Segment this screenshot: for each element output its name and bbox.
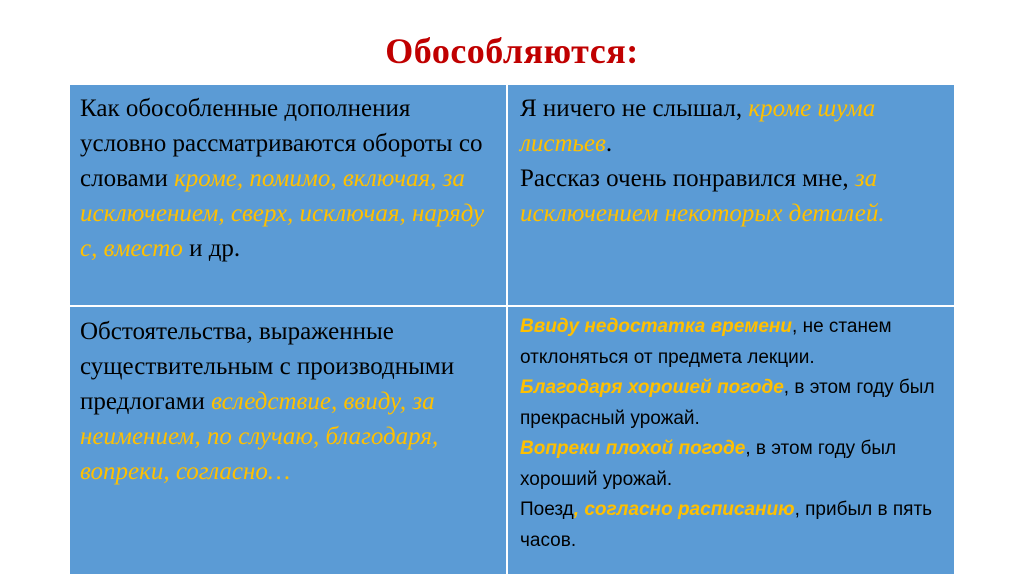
example-text: , в этом году был хороший урожай. bbox=[520, 438, 897, 490]
example-highlight: Вопреки плохой погоде bbox=[520, 438, 746, 459]
rule-text-plain: Как обособленные дополнения условно рассматриваются обороты со словами bbox=[80, 95, 483, 192]
example-highlight: Благодаря хорошей погоде bbox=[520, 377, 784, 398]
cell-dopolneniya-rule bbox=[70, 85, 506, 305]
rule-words-highlight: кроме, помимо, включая, за исключением, сверх, исключая, наряду с, вместо bbox=[80, 165, 485, 262]
rule-text-end: и др. bbox=[182, 235, 241, 262]
example-highlight: кроме шума листьев bbox=[520, 95, 876, 157]
example-sentence bbox=[520, 434, 942, 495]
rule-words-highlight: вследствие, ввиду, за неимением, по случаю, благодаря, вопреки, согласно… bbox=[80, 388, 439, 485]
rule-text-plain: Обстоятельства, выраженные существительным с производными предлогами bbox=[80, 318, 455, 415]
example-highlight: Ввиду недостатка времени bbox=[520, 316, 793, 337]
example-highlight: , согласно расписанию bbox=[573, 499, 795, 520]
example-highlight: за исключением некоторых деталей. bbox=[520, 165, 885, 227]
example-text: Я ничего не слышал, bbox=[520, 95, 749, 122]
example-text: , не станем отклоняться от предмета лекции. bbox=[520, 316, 892, 368]
example-sentence bbox=[520, 495, 942, 556]
rule-text bbox=[80, 314, 496, 489]
example-sentence bbox=[520, 91, 942, 161]
example-text: , в этом году был прекрасный урожай. bbox=[520, 377, 935, 429]
example-text: , прибыл в пять часов. bbox=[520, 499, 933, 551]
rule-text bbox=[80, 91, 496, 266]
example-text: Рассказ очень понравился мне, bbox=[520, 165, 855, 192]
example-text: Поезд bbox=[520, 499, 574, 520]
cell-dopolneniya-examples bbox=[508, 85, 954, 305]
example-sentence bbox=[520, 161, 942, 231]
cell-obstoyatelstva-rule bbox=[70, 307, 506, 574]
example-sentence bbox=[520, 373, 942, 434]
example-sentence bbox=[520, 312, 942, 373]
slide-title: Обособляются: bbox=[385, 31, 639, 71]
cell-obstoyatelstva-examples bbox=[508, 307, 954, 574]
example-text: . bbox=[605, 130, 613, 157]
